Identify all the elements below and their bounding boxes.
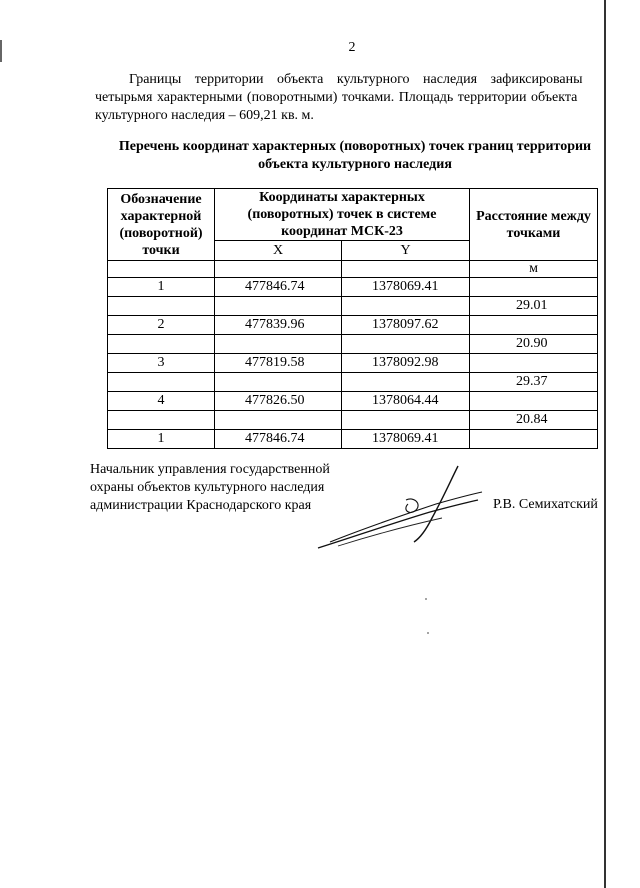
header-x: X (215, 241, 342, 261)
cell-x: 477819.58 (215, 354, 342, 373)
cell-distance: 20.84 (470, 411, 598, 430)
cell-point: 3 (108, 354, 215, 373)
cell-point: 1 (108, 430, 215, 449)
table-row (108, 297, 598, 316)
header-distance: Расстояние между точками (470, 189, 598, 261)
header-y: Y (342, 241, 470, 261)
cell-point (108, 297, 215, 316)
cell-point (108, 373, 215, 392)
cell-y: 1378097.62 (342, 316, 470, 335)
intro-line: культурного наследия – 609,21 кв. м. (95, 108, 314, 123)
table-row (108, 316, 598, 335)
header-coordinates: Координаты характерных (поворотных) точек в системе координат МСК-23 (215, 189, 470, 241)
table-row (108, 335, 598, 354)
position-line: администрации Краснодарского края (90, 498, 312, 513)
table-row (108, 354, 598, 373)
cell-x (215, 373, 342, 392)
heading-line: объекта культурного наследия (258, 157, 452, 172)
heading-line: Перечень координат характерных (поворотных) точек границ территории (118, 139, 592, 154)
cell-point (108, 335, 215, 354)
coordinates-table (107, 188, 598, 449)
header-spacer (215, 261, 342, 278)
cell-distance (470, 278, 598, 297)
cell-distance: 20.90 (470, 335, 598, 354)
cell-distance (470, 392, 598, 411)
cell-point: 1 (108, 278, 215, 297)
signatory-position (90, 461, 330, 515)
table-heading (95, 138, 615, 174)
cell-point: 2 (108, 316, 215, 335)
cell-y (342, 373, 470, 392)
table-row (108, 373, 598, 392)
page-number: 2 (348, 40, 356, 55)
signature-stroke (406, 499, 418, 513)
header-spacer (342, 261, 470, 278)
table-row (108, 411, 598, 430)
intro-line: четырьмя характерными (поворотными) точками. Площадь территории объекта (95, 90, 578, 105)
cell-x: 477846.74 (215, 430, 342, 449)
scan-speck (425, 598, 427, 600)
intro-line: Границы территории объекта культурного наследия зафиксированы (129, 72, 583, 87)
header-unit: м (470, 261, 598, 278)
cell-x (215, 411, 342, 430)
signature-stroke (338, 518, 442, 546)
cell-y: 1378064.44 (342, 392, 470, 411)
cell-x (215, 335, 342, 354)
cell-y (342, 335, 470, 354)
intro-paragraph (95, 71, 615, 125)
cell-x: 477826.50 (215, 392, 342, 411)
cell-x: 477839.96 (215, 316, 342, 335)
cell-distance: 29.01 (470, 297, 598, 316)
cell-y: 1378069.41 (342, 430, 470, 449)
table-row (108, 392, 598, 411)
header-point: Обозначение характерной (поворотной) точки (108, 189, 215, 261)
cell-x: 477846.74 (215, 278, 342, 297)
cell-y: 1378092.98 (342, 354, 470, 373)
cell-distance (470, 430, 598, 449)
position-line: Начальник управления государственной (90, 462, 330, 477)
scan-edge-line (604, 0, 606, 888)
header-spacer (108, 261, 215, 278)
cell-x (215, 297, 342, 316)
table-row (108, 430, 598, 449)
cell-point (108, 411, 215, 430)
signature-stroke (318, 500, 478, 548)
cell-y: 1378069.41 (342, 278, 470, 297)
position-line: охраны объектов культурного наследия (90, 480, 325, 495)
cell-distance (470, 354, 598, 373)
scan-speck (427, 632, 429, 634)
cell-point: 4 (108, 392, 215, 411)
cell-distance: 29.37 (470, 373, 598, 392)
cell-y (342, 297, 470, 316)
signer-name: Р.В. Семихатский (493, 497, 598, 512)
cell-distance (470, 316, 598, 335)
handwritten-signature (310, 460, 490, 555)
table-row (108, 278, 598, 297)
cell-y (342, 411, 470, 430)
